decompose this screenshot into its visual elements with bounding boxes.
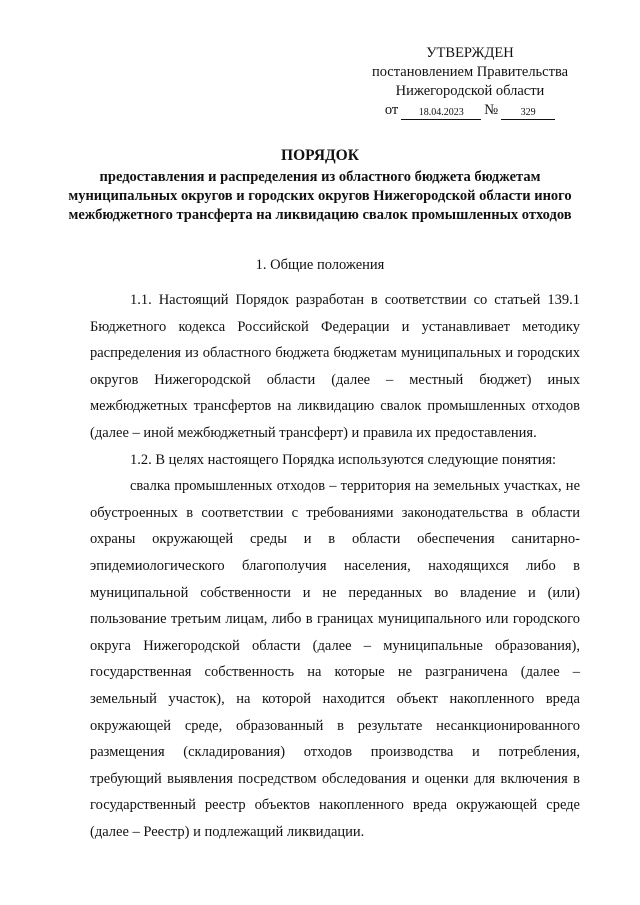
approval-date: 18.04.2023 <box>401 106 481 120</box>
document-title: ПОРЯДОК <box>281 147 359 164</box>
approval-number: 329 <box>501 106 555 120</box>
approval-title: УТВЕРЖДЕН <box>426 45 514 61</box>
document-body <box>90 287 580 845</box>
section-heading: 1. Общие положения <box>255 257 385 273</box>
approval-government: Нижегородской области <box>395 83 545 99</box>
approval-stamp <box>320 44 620 120</box>
approval-resolution: постановлением Правительства <box>371 64 569 80</box>
document-subtitle: предоставления и распределения из областного бюджета бюджетам муниципальных округов и городских округов Нижегородской области иного межбюджетного трансферта на ликвидацию свалок промышленных отходов <box>68 169 572 223</box>
approval-date-line <box>320 101 620 120</box>
paragraph: 1.1. Настоящий Порядок разработан в соответствии со статьей 139.1 Бюджетного кодекса Российской Федерации и устанавливает методику распределения из областного бюджета бюджетам муниципальных и городских округов Нижегородской области (далее – местный бюджет) иных межбюджетных трансфертов на ликвидацию свалок промышленных отходов (далее – иной межбюджетный трансферт) и правила их предоставления. <box>90 292 580 441</box>
from-label: от <box>384 102 399 118</box>
paragraph: свалка промышленных отходов – территория на земельных участках, не обустроенных в соответствии с требованиями законодательства в области охраны окружающей среды и в области обеспечения санитарно-эпидемиологического благополучия населения, находящихся либо в муниципальной собственности и не переданных во владение и (или) пользование третьим лицам, либо в границах муниципального или городского округа Нижегородской области (далее – муниципальные образования), государственная собственность на которые не разграничена (далее – земельный участок), на которой находится объект накопленного вреда окружающей среде, образованный в результате несанкционированного размещения (складирования) отходов производства и потребления, требующий выявления посредством обследования и оценки для включения в государственный реестр объектов накопленного вреда окружающей среде (далее – Реестр) и подлежащий ликвидации. <box>90 478 580 840</box>
paragraph: 1.2. В целях настоящего Порядка используются следующие понятия: <box>130 451 557 468</box>
number-label: № <box>484 102 499 118</box>
document-title-block <box>60 146 580 225</box>
